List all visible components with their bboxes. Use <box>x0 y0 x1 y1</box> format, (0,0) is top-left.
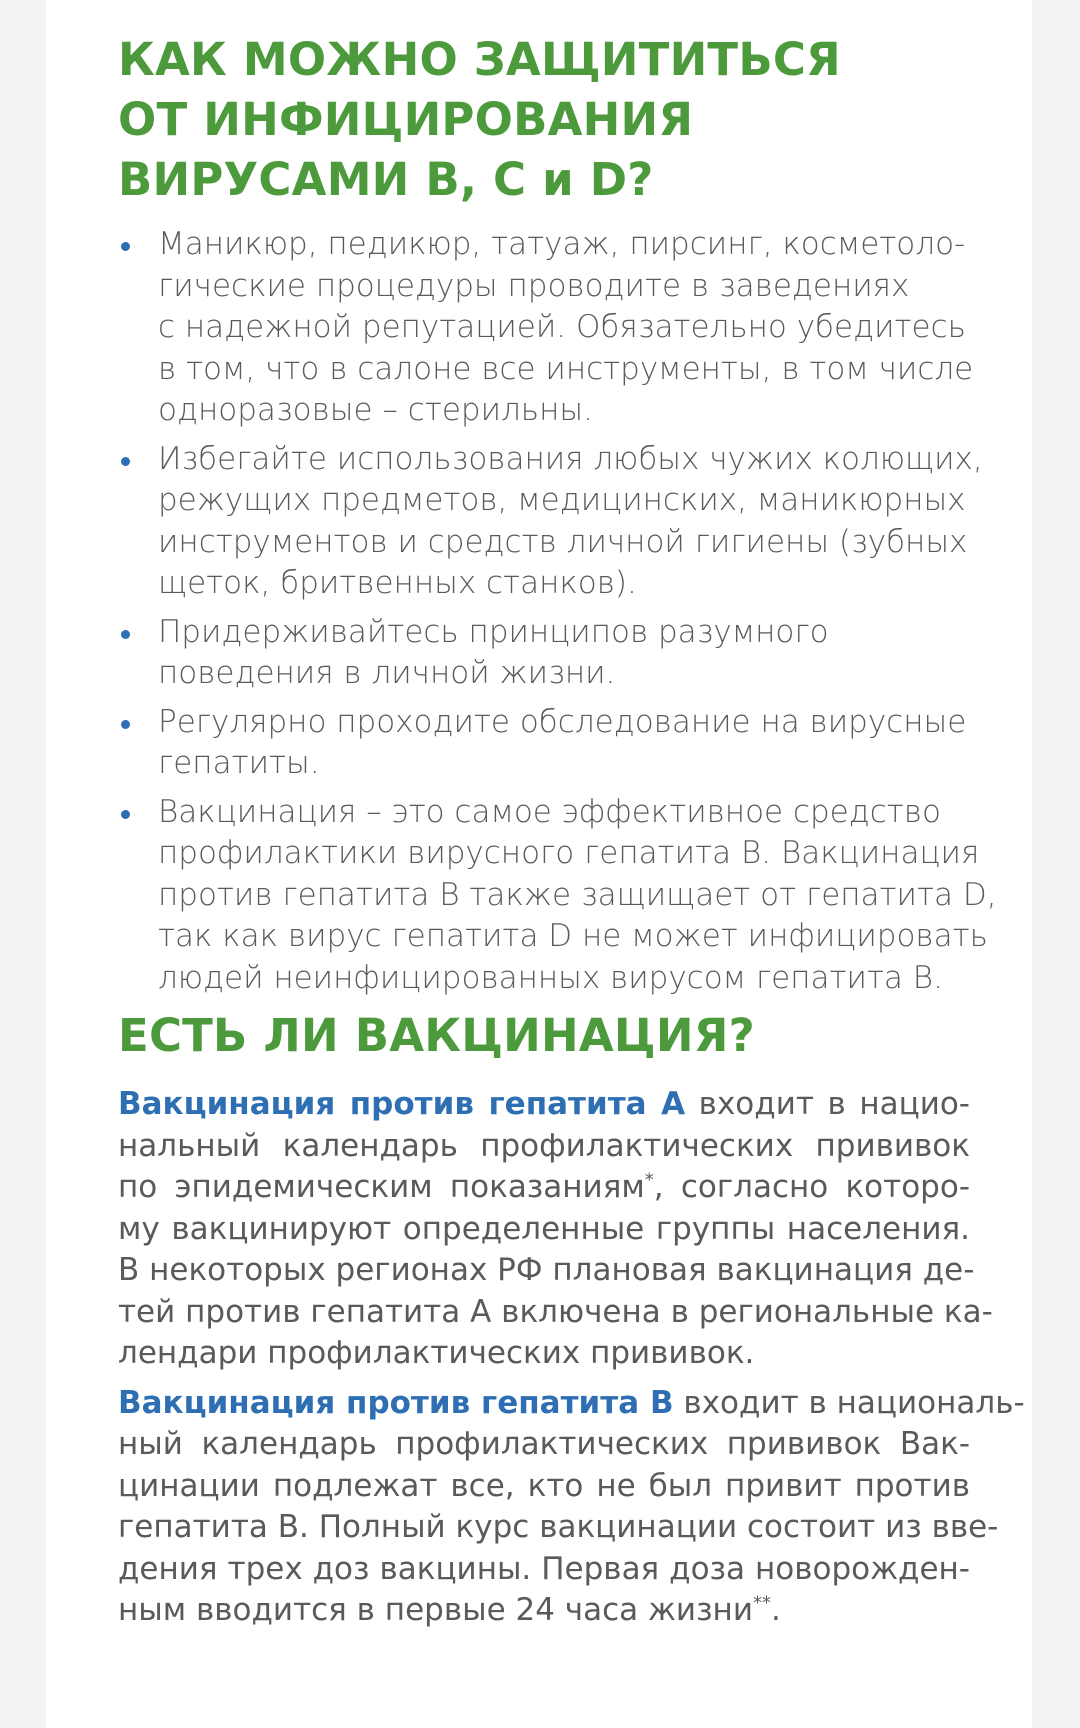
paragraph-line: лендари профилактических прививок. <box>118 1335 755 1371</box>
bullet-line: с надежной репутацией. Обязательно убедитесь <box>158 309 966 345</box>
bullet-line: Придерживайтесь принципов разумного <box>158 613 829 650</box>
paragraph-line: дения трех доз вакцины. Первая доза новорожден- <box>118 1550 970 1587</box>
hepatitis-b-highlight: Вакцинация против гепатита В <box>118 1384 674 1421</box>
bullet-item-hygiene <box>118 439 983 605</box>
paragraph-line: нальный календарь профилактических прививок <box>118 1127 970 1164</box>
bullet-dot-icon <box>121 810 130 819</box>
bullet-item-vaccination <box>118 792 997 1000</box>
bullet-dot-icon <box>121 630 130 639</box>
paragraph-line <box>118 1084 970 1126</box>
bullet-line: режущих предметов, медицинских, маникюрных <box>158 482 966 518</box>
bullet-dot-icon <box>121 242 130 251</box>
heading-line: ЕСТЬ ЛИ ВАКЦИНАЦИЯ? <box>118 1009 755 1062</box>
paragraph-line: ный календарь профилактических прививок Вак- <box>118 1426 970 1462</box>
paragraph-line: В некоторых регионах РФ плановая вакцинация де- <box>118 1252 975 1288</box>
text-span: , согласно которо- <box>653 1169 971 1205</box>
protection-bullet-list <box>118 224 997 999</box>
paragraph-line <box>118 1383 1025 1425</box>
bullet-line: щеток, бритвенных станков). <box>158 565 637 601</box>
bullet-line: поведения в личной жизни. <box>158 655 616 691</box>
bullet-line: Избегайте использования любых чужих колющих, <box>158 440 983 477</box>
bullet-line: гические процедуры проводите в заведениях <box>158 267 910 304</box>
page-content <box>118 30 1025 1632</box>
text-span: по эпидемическим показаниям <box>118 1169 645 1205</box>
bullet-item-behavior <box>118 612 970 695</box>
bullet-item-salon <box>118 224 974 432</box>
vaccination-heading <box>118 1006 970 1066</box>
hepatitis-b-paragraph <box>118 1383 1025 1632</box>
bullet-dot-icon <box>121 720 130 729</box>
heading-line: ОТ ИНФИЦИРОВАНИЯ <box>118 93 694 146</box>
hepatitis-a-highlight: Вакцинация против гепатита А <box>118 1086 686 1122</box>
text-span: входит в националь- <box>673 1384 1025 1421</box>
text-span: ным вводится в первые 24 часа жизни <box>118 1592 753 1628</box>
bullet-line: так как вирус гепатита D не может инфицировать <box>158 918 988 954</box>
bullet-line: в том, что в салоне все инструменты, в том числе <box>158 350 974 387</box>
bullet-line: Маникюр, педикюр, татуаж, пирсинг, косметоло- <box>158 226 966 262</box>
paragraph-line: тей против гепатита А включена в региональные ка- <box>118 1293 993 1330</box>
footnote-mark: ** <box>752 1592 771 1614</box>
bullet-line: людей неинфицированных вирусом гепатита В. <box>158 959 943 996</box>
bullet-dot-icon <box>121 457 130 466</box>
bullet-line: инструментов и средств личной гигиены (зубных <box>158 523 968 560</box>
bullet-line: гепатиты. <box>158 745 320 781</box>
paragraph-line: гепатита В. Полный курс вакцинации состоит из вве- <box>118 1509 999 1545</box>
bullet-item-screening <box>118 702 970 785</box>
document-page <box>46 0 1032 1728</box>
heading-line: ВИРУСАМИ В, С и D? <box>118 153 654 206</box>
paragraph-line <box>118 1167 970 1209</box>
bullet-line: против гепатита В также защищает от гепатита D, <box>158 876 997 913</box>
text-span: входит в нацио- <box>685 1086 970 1122</box>
paragraph-line: цинации подлежат все, кто не был привит против <box>118 1467 970 1504</box>
paragraph-line <box>118 1590 970 1632</box>
heading-line: КАК МОЖНО ЗАЩИТИТЬСЯ <box>118 33 841 86</box>
bullet-line: Вакцинация – это самое эффективное средство <box>158 793 941 830</box>
bullet-line: профилактики вирусного гепатита В. Вакцинация <box>158 835 980 871</box>
bullet-line: Регулярно проходите обследование на вирусные <box>158 703 967 740</box>
hepatitis-a-paragraph <box>118 1084 993 1375</box>
bullet-line: одноразовые – стерильны. <box>158 392 593 428</box>
footnote-mark: * <box>644 1169 654 1191</box>
protection-heading <box>118 30 970 210</box>
text-span: . <box>770 1592 781 1628</box>
paragraph-line: му вакцинируют определенные группы населения. <box>118 1210 970 1247</box>
